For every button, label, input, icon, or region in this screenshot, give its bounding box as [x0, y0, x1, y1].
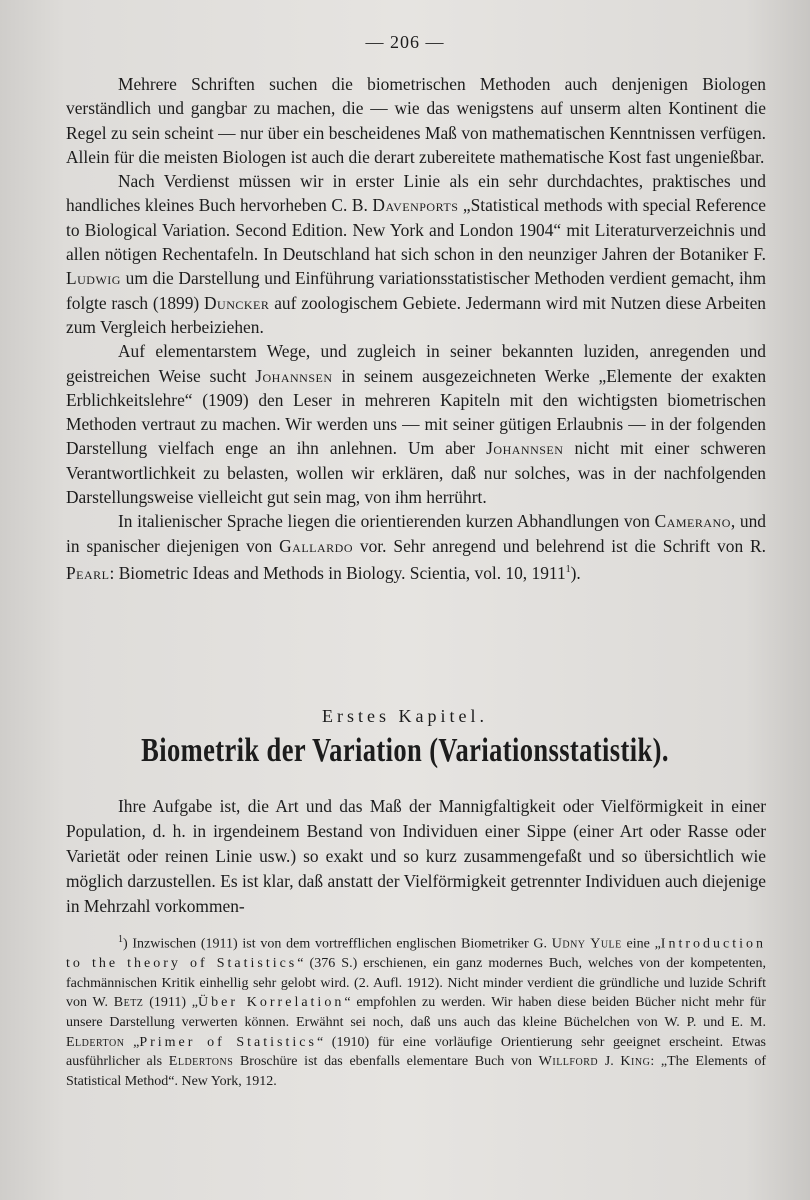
author-name: Johannsen [255, 365, 333, 386]
book-title: Über Korrelation [198, 995, 345, 1011]
chapter-label: Erstes Kapitel. [322, 706, 488, 726]
author-name: Gallardo [279, 535, 353, 556]
paragraph-davenport: Nach Verdienst müssen wir in erster Linie als ein sehr durchdachtes, praktisches und handliches kleines Buch hervorheben C. B. Davenports „Statistical methods with special Reference to Biological Variation. Second Edition. New York and London 1904“ mit Literaturverzeichnis und allen nötigen Rechentafeln. In Deutschland hat sich schon in den neunziger Jahren der Botaniker F. Ludwig um die Darstellung und Einführung variationsstatistischer Methoden verdient gemacht, ihm folgte rasch (1899) Duncker auf zoologischem Gebiete. Jedermann wird mit Nutzen diese Arbeiten zum Vergleich herbeiziehen. [66, 171, 766, 337]
book-title: Primer of Statistics [139, 1034, 317, 1050]
page-number: — 206 — [365, 32, 445, 52]
author-name: Elderton [66, 1034, 125, 1050]
author-name: Betz [113, 995, 144, 1011]
footnote-reference: 1 [565, 563, 571, 575]
paragraph-italian: In italienischer Sprache liegen die orientierenden kurzen Abhandlungen von Camerano, und in spanischer diejenigen von Gallardo vor. Sehr anregend und belehrend ist die Schrift von R. Pearl: Biometric Ideas and Methods in Biology. Scientia, vol. 10, 1911$^1$). [66, 511, 767, 583]
author-name: King [620, 1054, 651, 1070]
chapter-body [66, 794, 766, 919]
author-name: Udny Yule [551, 936, 622, 952]
author-name: Eldertons [168, 1054, 234, 1070]
author-name: Pearl [66, 562, 110, 583]
footnote-paragraph: $^1$) Inzwischen (1911) ist von dem vortrefflichen englischen Biometriker G. Udny Yule eine „Introduction to the theory of Statistics“ (376 S.) erschienen, ein ganz modernes Buch, welches von der kompetenten, fachmännischen Kritik einhellig sehr gelobt wird. (2. Aufl. 1912). Nicht minder verdient die gründliche und luzide Schrift von W. Betz (1911) „Über Korrelation“ empfohlen zu werden. Wir haben diese beiden Bücher nicht mehr für unsere Darstellung verwerten können. Erwähnt sei noch, daß uns auch das kleine Büchelchen von W. P. und E. M. Elderton „Primer of Statistics“ (1910) für eine vorläufige Orientierung sehr geeignet erscheint. Etwas ausführlicher als Eldertons Broschüre ist das ebenfalls elementare Buch von Willford J. King: „The Elements of Statistical Method“. New York, 1912. [66, 934, 767, 1089]
footnote [66, 930, 766, 1091]
author-name: Camerano [654, 511, 731, 532]
chapter-title: Biometrik der Variation (Variationsstatistik). [141, 732, 669, 769]
book-title: Introduction to the theory of Statistics [66, 936, 766, 972]
paragraph-johannsen: Auf elementarstem Wege, und zugleich in seiner bekannten luziden, anregenden und geistreichen Weise sucht Johannsen in seinem ausgezeichneten Werke „Elemente der exakten Erblichkeitslehre“ (1909) den Leser in mehreren Kapiteln mit den wichtigsten biometrischen Methoden vertraut zu machen. Wir werden uns — mit seiner gütigen Erlaubnis — in der folgenden Darstellung vielfach enge an ihn anlehnen. Um aber Johannsen nicht mit einer schweren Verantwortlichkeit zu belasten, wollen wir erklären, daß nur solches, was in der nachfolgenden Darstellungsweise vielleicht gut sein mag, von ihm herrührt. [66, 341, 767, 508]
main-text [66, 72, 766, 585]
author-name: Davenports [372, 195, 459, 216]
author-name: Ludwig [66, 268, 121, 289]
author-name: Johannsen [486, 438, 564, 459]
author-name: Willford [538, 1054, 599, 1070]
footnote-mark: 1 [118, 934, 123, 945]
chapter-paragraph: Ihre Aufgabe ist, die Art und das Maß der Mannigfaltigkeit oder Vielförmigkeit in einer Population, d. h. in irgendeinem Bestand von Individuen einer Sippe (einer Art oder Rasse oder Varietät oder reinen Linie usw.) so exakt und so kurz zusammengefaßt und so übersichtlich wie möglich darzustellen. Es ist klar, daß anstatt der Vielförmigkeit getrennter Individuen auch diejenige in Mehrzahl vorkommen- [66, 796, 766, 916]
author-name: Duncker [204, 292, 270, 313]
paragraph-intro: Mehrere Schriften suchen die biometrischen Methoden auch denjenigen Biologen verständlich und gangbar zu machen, die — wie das wenigstens auf unserm alten Kontinent die Regel zu sein scheint — nur über ein bescheidenes Maß von mathematischen Kenntnissen verfügen. Allein für die meisten Biologen ist auch die derart zubereitete mathematische Kost fast ungenießbar. [66, 74, 766, 167]
